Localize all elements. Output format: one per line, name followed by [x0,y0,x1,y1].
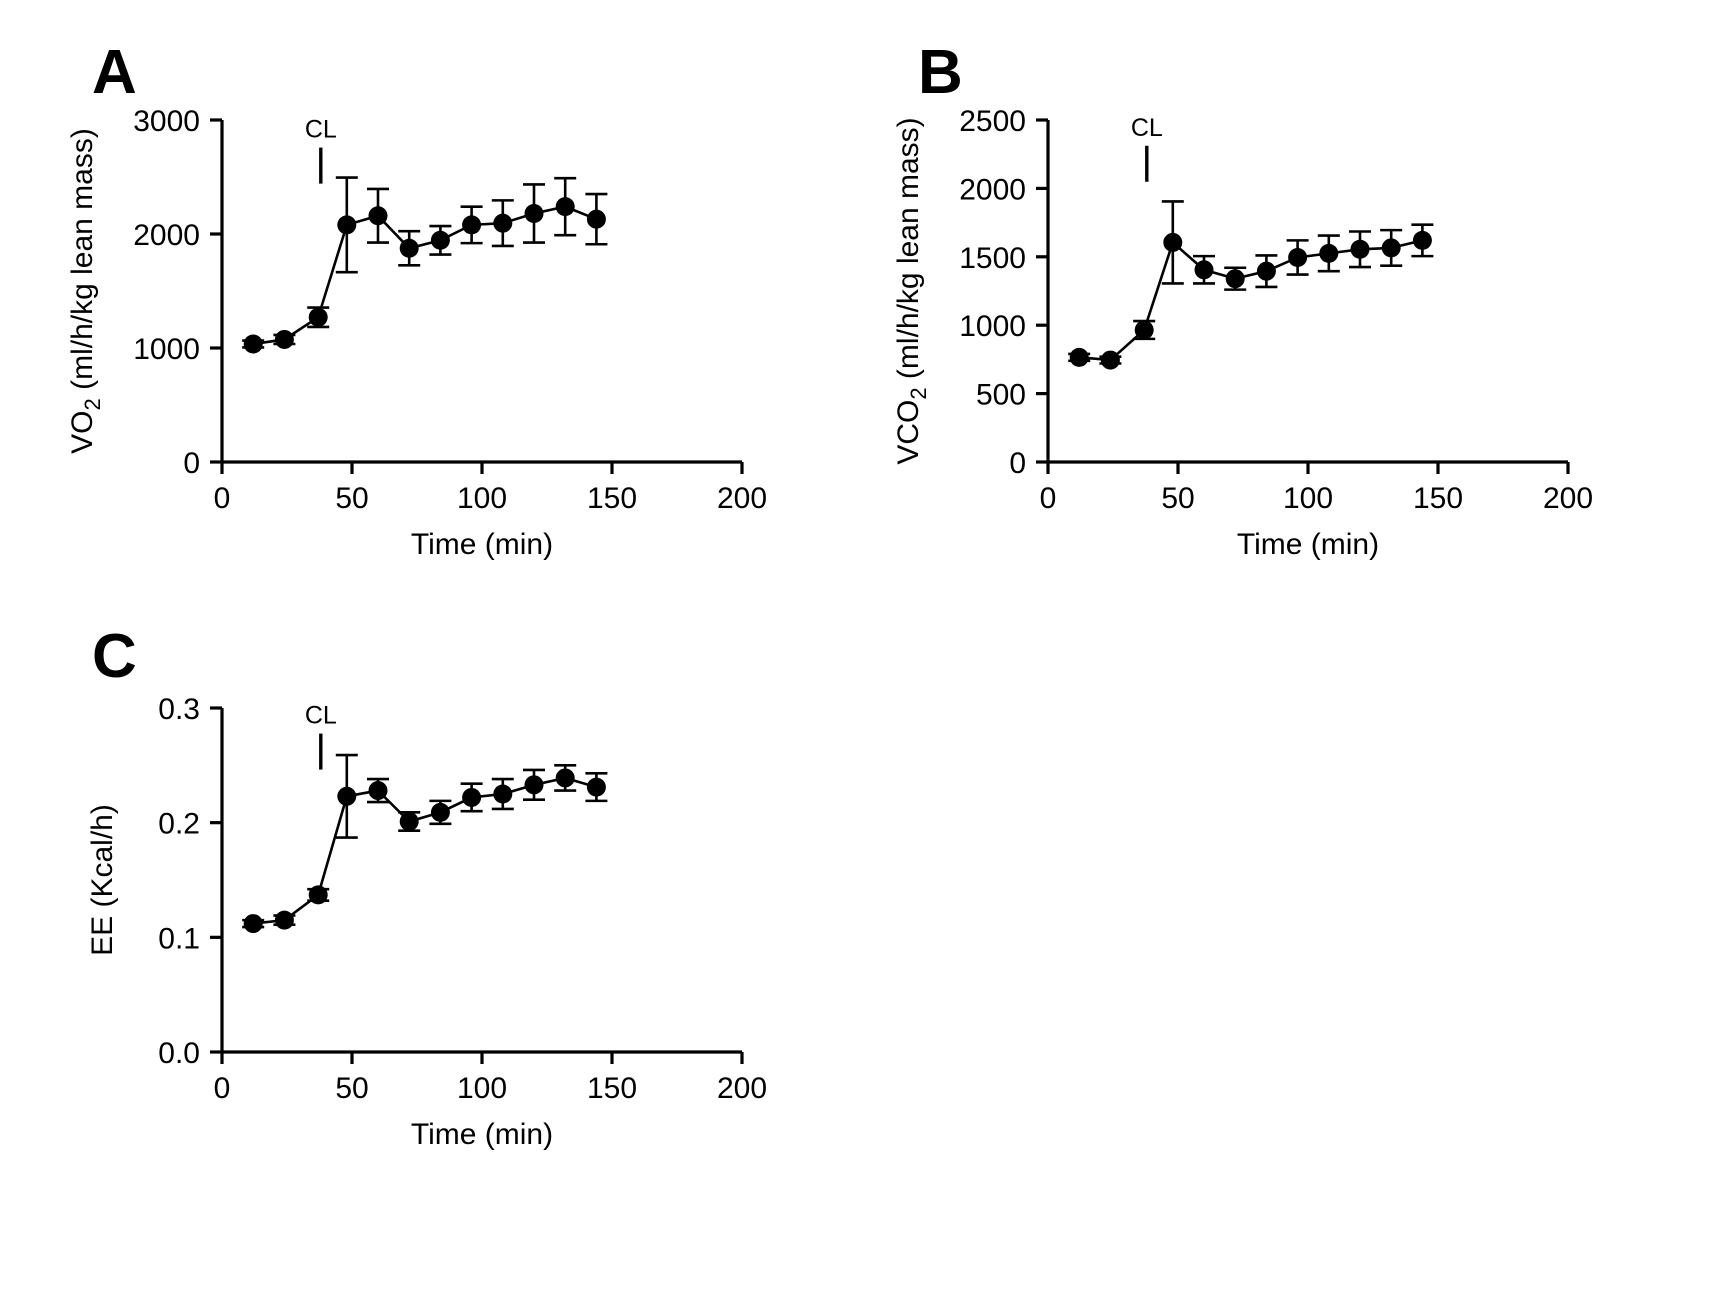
x-tick-label: 200 [716,1072,768,1105]
data-point [275,911,294,930]
data-point [337,215,356,234]
annotation-label: CL [304,701,337,730]
y-tick-label: 2000 [133,219,200,252]
x-axis-title: Time (min) [410,528,554,561]
data-point [275,330,294,349]
data-point [556,768,575,787]
y-tick-label: 1000 [133,333,200,366]
data-point [1319,244,1338,263]
data-point [431,803,450,822]
annotation-label: CL [1130,113,1163,142]
data-point [369,206,388,225]
x-tick-label: 0 [213,482,231,515]
data-point [556,197,575,216]
y-tick-label: 2000 [959,173,1026,207]
y-tick-label: 2500 [959,105,1026,138]
data-point [1101,351,1120,370]
data-point [493,214,512,233]
x-tick-label: 200 [716,482,768,515]
x-tick-label: 50 [335,1072,369,1105]
data-point [369,781,388,800]
data-point [244,335,263,354]
y-tick-label: 1500 [959,241,1026,275]
data-point [1288,248,1307,267]
series-line [253,207,596,344]
x-tick-label: 0 [213,1072,231,1105]
x-tick-label: 100 [456,482,508,515]
y-axis-title: EE (Kcal/h) [86,804,119,956]
x-tick-label: 0 [1039,482,1057,515]
x-tick-label: 150 [586,482,638,515]
x-tick-label: 200 [1542,482,1594,515]
x-tick-label: 50 [1161,482,1195,515]
y-axis-title: $VO_2$ (ml/h/kg lean mass) [66,128,105,454]
plot-area [66,105,767,561]
y-tick-label: 0 [183,447,200,480]
data-point [1382,238,1401,257]
data-point [493,785,512,804]
y-tick-label: 0.3 [158,693,200,726]
x-tick-label: 150 [586,1072,638,1105]
panel-a-letter: A [92,38,137,107]
y-tick-label: 500 [975,378,1026,412]
plot-area [86,693,767,1151]
data-point [309,885,328,904]
x-tick-label: 100 [456,1072,508,1105]
data-point [525,775,544,794]
data-point [462,215,481,234]
x-tick-label: 50 [335,482,369,515]
y-tick-label: 0 [1009,447,1026,480]
data-point [309,308,328,327]
data-point [244,914,263,933]
panel-c-letter: C [92,622,137,691]
x-axis-title: Time (min) [1236,528,1380,561]
panel-a [0,0,866,600]
annotation-label: CL [304,115,337,144]
data-point [1226,269,1245,288]
data-point [1195,260,1214,279]
x-tick-label: 100 [1282,482,1334,515]
y-axis-title: $VCO_2$ (ml/h/kg lean mass) [892,117,931,465]
panel-c [0,590,866,1190]
y-tick-label: 3000 [133,105,200,138]
data-point [1070,348,1089,367]
data-point [462,788,481,807]
plot-area [892,105,1593,561]
x-axis-title: Time (min) [410,1118,554,1151]
data-point [1135,320,1154,339]
data-point [587,778,606,797]
y-tick-label: 0.0 [158,1037,200,1070]
data-point [1413,231,1432,250]
panel-b-letter: B [918,38,963,107]
data-point [400,239,419,258]
series-line [1079,240,1422,360]
data-point [525,204,544,223]
data-point [587,210,606,229]
x-tick-label: 150 [1412,482,1464,515]
y-tick-label: 1000 [959,310,1026,344]
data-point [1163,233,1182,252]
panel-b [826,0,1692,600]
data-point [431,231,450,250]
data-point [337,787,356,806]
data-point [1257,262,1276,281]
data-point [1351,240,1370,259]
y-tick-label: 0.1 [158,922,200,956]
data-point [400,812,419,831]
y-tick-label: 0.2 [158,807,200,841]
